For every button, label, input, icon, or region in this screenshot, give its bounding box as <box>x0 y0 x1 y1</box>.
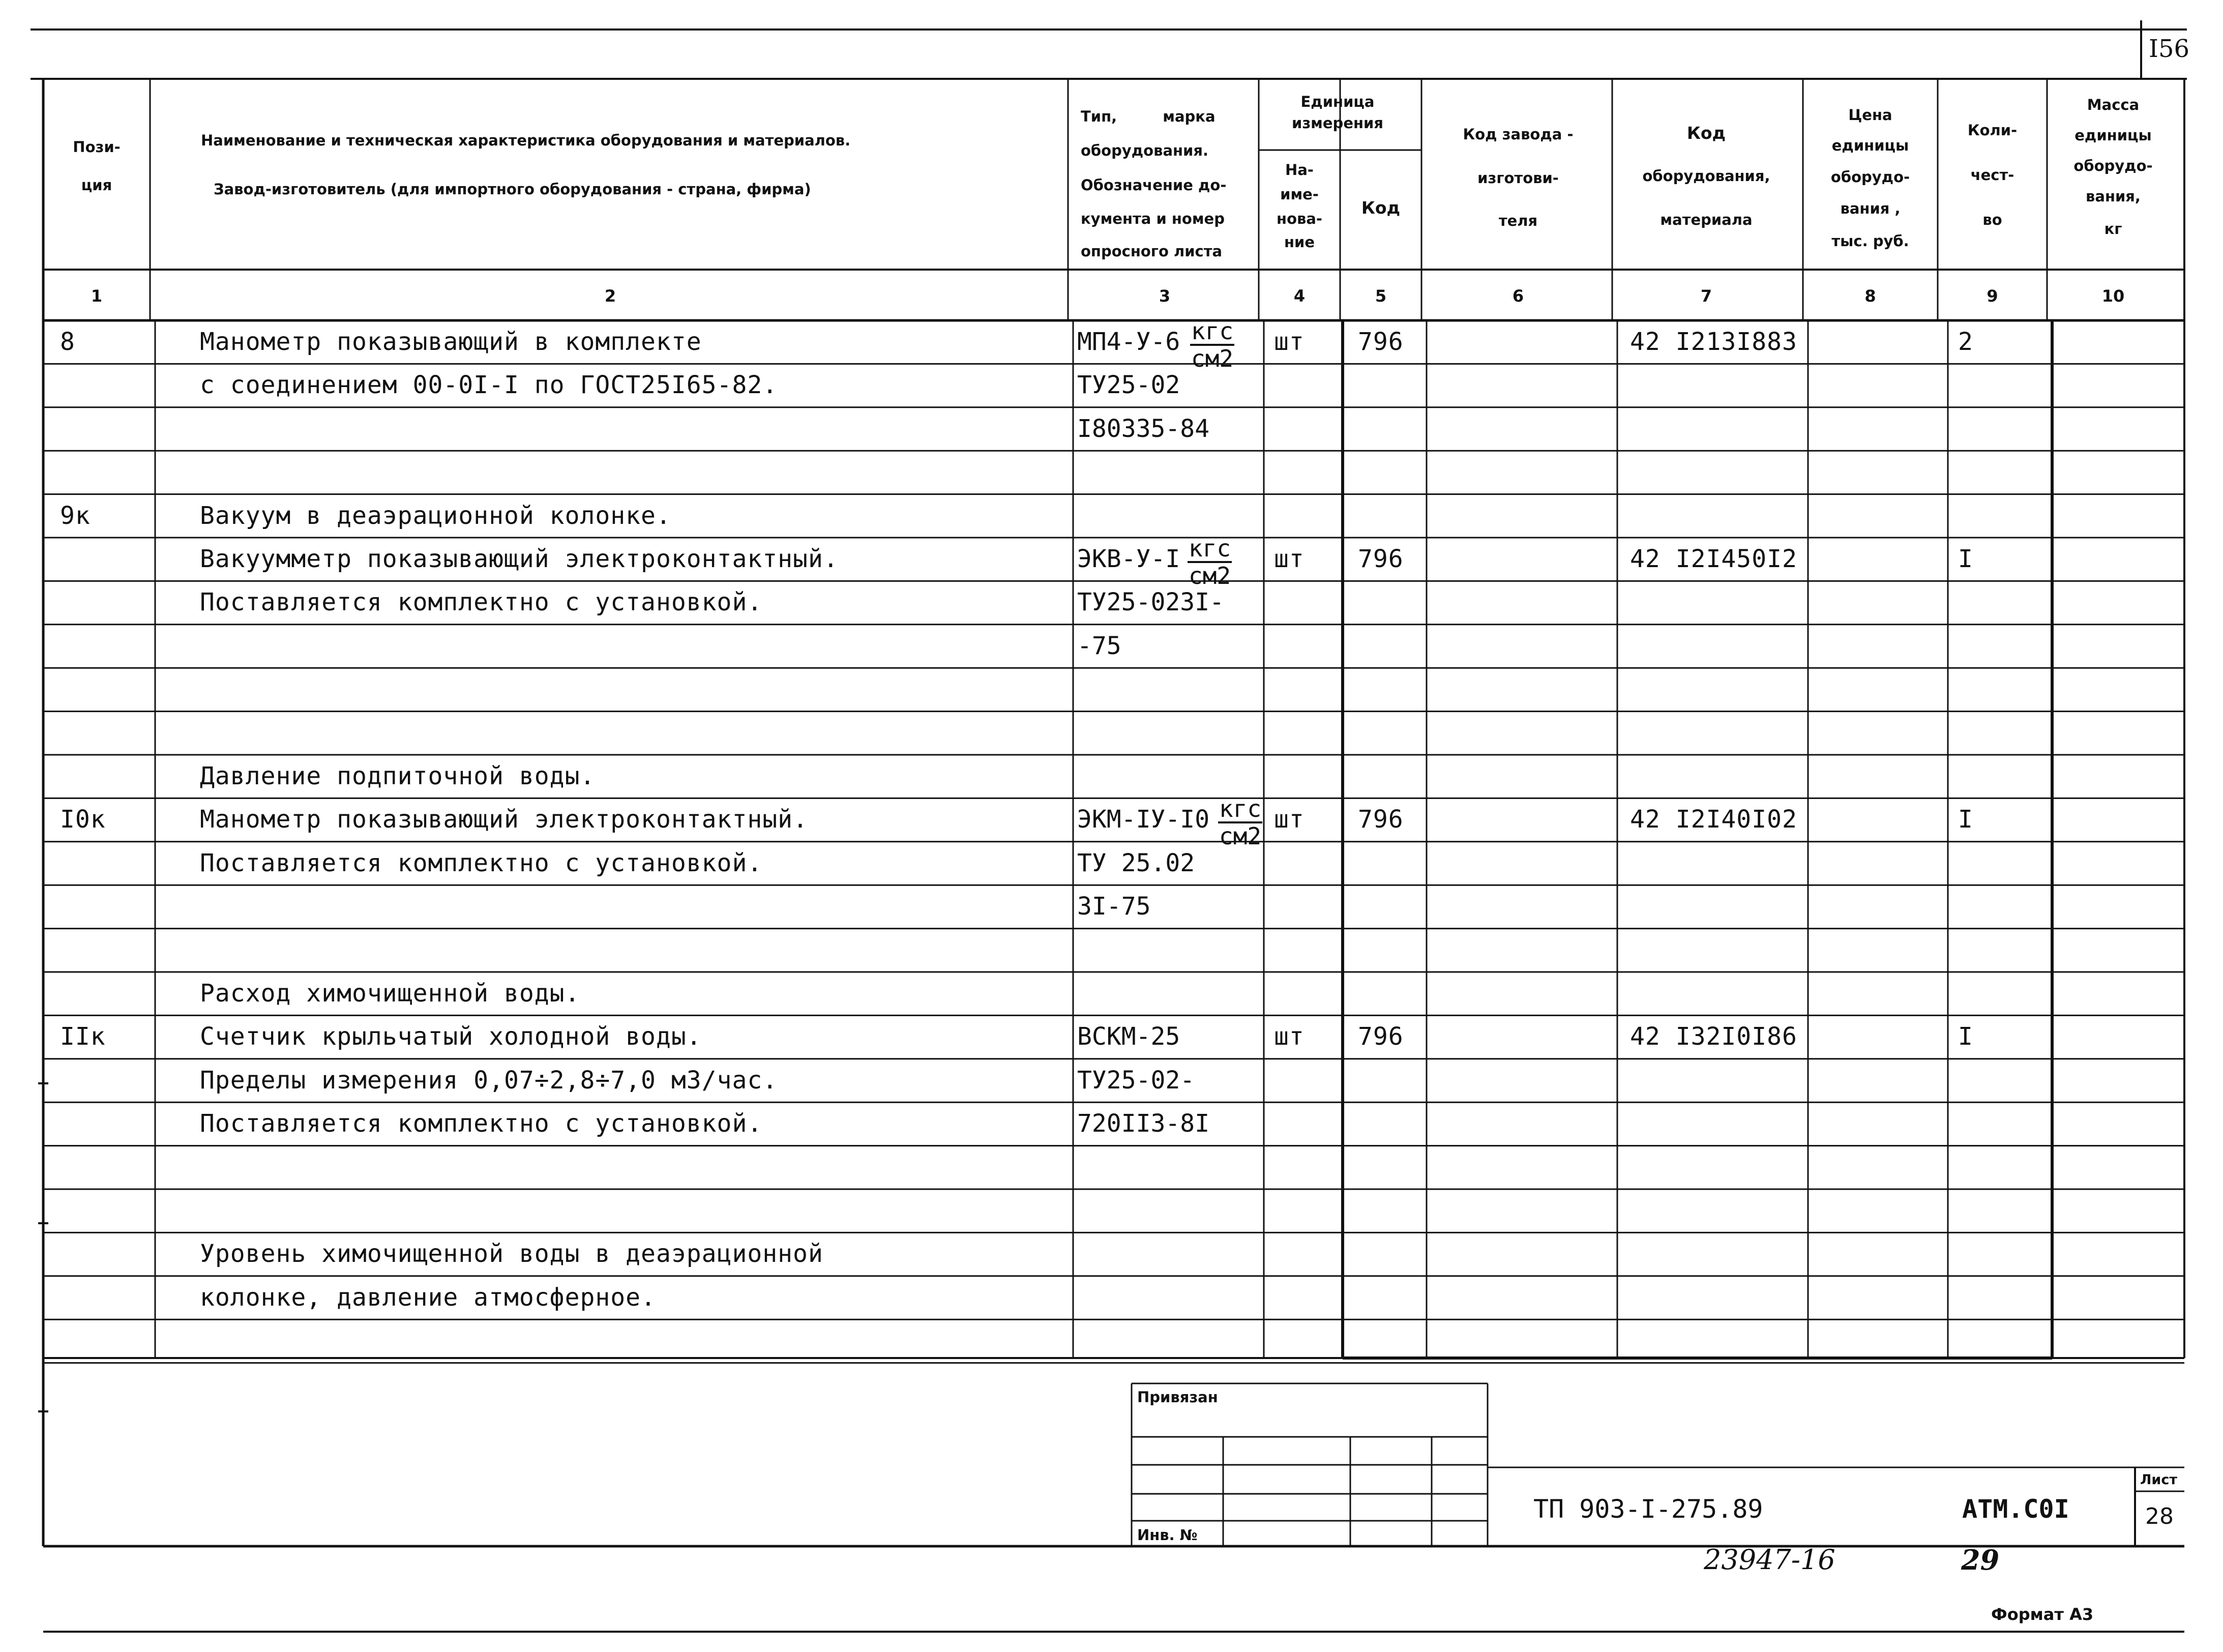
row-type: ТУ25-02- <box>1077 1066 1195 1095</box>
row-quantity: I <box>1958 1022 1973 1051</box>
row-type: ВСКМ-25 <box>1077 1022 1180 1051</box>
row-material-code: 42 I2I450I2 <box>1630 545 1797 573</box>
col-number-7: 7 <box>1700 286 1712 306</box>
row-position: 9к <box>60 501 91 530</box>
header-col3-line3: Обозначение до- <box>1081 176 1227 194</box>
header-col4-line1: На- <box>1285 161 1314 179</box>
row-material-code: 42 I213I883 <box>1630 328 1797 356</box>
row-unit-code: 796 <box>1358 805 1404 834</box>
header-unit-group-line1: Единица <box>1300 93 1375 110</box>
row-name: Манометр показывающий в комплекте <box>200 328 702 356</box>
unit-fraction <box>1218 797 1262 848</box>
stamp-inv-label: Инв. № <box>1137 1526 1198 1544</box>
col-number-3: 3 <box>1159 286 1171 306</box>
header-col4-line3: нова- <box>1277 210 1322 227</box>
row-unit-name: шт <box>1274 328 1305 356</box>
header-col5: Код <box>1361 198 1401 218</box>
row-type: 3I-75 <box>1077 892 1151 921</box>
header-col3-line1: Тип, марка <box>1081 108 1216 125</box>
row-type: ТУ 25.02 <box>1077 848 1195 877</box>
header-col9-line1: Коли- <box>1967 122 2018 139</box>
row-type: I80335-84 <box>1077 414 1210 443</box>
row-material-code: 42 I2I40I02 <box>1630 805 1797 834</box>
row-position: I0к <box>60 805 106 834</box>
col-number-4: 4 <box>1293 286 1306 306</box>
header-col8-line4: вания , <box>1840 200 1901 217</box>
row-name: колонке, давление атмосферное. <box>200 1283 656 1312</box>
row-quantity: I <box>1958 805 1973 834</box>
col-number-5: 5 <box>1375 286 1387 306</box>
header-col7-line1: Код <box>1686 123 1726 143</box>
row-type: -75 <box>1077 631 1121 660</box>
header-col8-line1: Цена <box>1848 106 1892 124</box>
header-col10-line3: оборудо- <box>2073 157 2153 174</box>
header-col3-line2: оборудования. <box>1081 142 1209 159</box>
fraction-numerator: кгс <box>1219 795 1262 823</box>
row-type: МП4-У-6 <box>1077 328 1180 356</box>
header-col2-line1: Наименование и техническая характеристика оборудования и материалов. <box>201 132 851 149</box>
header-col8-line3: оборудо- <box>1830 168 1910 186</box>
row-type: ЭКМ-IУ-I0 <box>1077 805 1210 834</box>
header-col8-line2: единицы <box>1831 137 1909 154</box>
fraction-numerator: кгс <box>1191 317 1234 345</box>
row-quantity: I <box>1958 545 1973 573</box>
handwritten-right: 29 <box>1961 1544 2000 1576</box>
row-material-code: 42 I32I0I86 <box>1630 1022 1797 1051</box>
row-unit-code: 796 <box>1358 1022 1404 1051</box>
row-unit-code: 796 <box>1358 328 1404 356</box>
header-col4-line4: ние <box>1284 233 1315 251</box>
handwritten-left: 23947-16 <box>1704 1544 1835 1576</box>
row-name: Счетчик крыльчатый холодной воды. <box>200 1022 702 1051</box>
row-name: Пределы измерения 0,07÷2,8÷7,0 м3/час. <box>200 1066 778 1095</box>
row-unit-code: 796 <box>1358 545 1404 573</box>
row-type: 720II3-8I <box>1077 1109 1210 1138</box>
row-type: ЭКВ-У-I <box>1077 545 1180 573</box>
col-number-6: 6 <box>1512 286 1524 306</box>
header-col10-line2: единицы <box>2074 127 2152 144</box>
col-number-2: 2 <box>604 286 616 306</box>
header-col1-line1: Пози- <box>73 138 121 156</box>
header-col6-line1: Код завода - <box>1463 126 1574 143</box>
stamp-bound-label: Привязан <box>1137 1389 1218 1406</box>
sheet-number: I56 <box>2149 35 2190 63</box>
row-unit-name: шт <box>1274 1022 1305 1051</box>
row-name: Уровень химочищенной воды в деаэрационной <box>200 1240 823 1268</box>
row-name: Расход химочищенной воды. <box>200 979 580 1008</box>
row-type: ТУ25-02 <box>1077 371 1180 400</box>
stamp-sheet-label: Лист <box>2140 1472 2177 1488</box>
col-number-9: 9 <box>1987 286 1998 306</box>
header-col7-line2: оборудования, <box>1642 167 1770 185</box>
header-col10-line1: Масса <box>2087 96 2140 113</box>
header-col3-line4: кумента и номер <box>1081 210 1225 227</box>
header-col9-line2: чест- <box>1970 166 2014 184</box>
row-position: 8 <box>60 328 75 356</box>
row-name: Поставляется комплектно с установкой. <box>200 848 763 877</box>
fraction-denominator: см2 <box>1219 822 1262 850</box>
row-unit-name: шт <box>1274 805 1305 834</box>
header-col1-line2: ция <box>81 176 112 194</box>
col-number-8: 8 <box>1864 286 1876 306</box>
stamp-doc-code: ТП 903-I-275.89 <box>1533 1494 1763 1524</box>
fraction-numerator: кгс <box>1189 535 1231 562</box>
unit-fraction <box>1188 537 1232 587</box>
header-col3-line5: опросного листа <box>1081 243 1223 260</box>
col-number-10: 10 <box>2101 286 2125 306</box>
header-col8-line5: тыс. руб. <box>1831 232 1909 250</box>
header-col9-line3: во <box>1982 211 2002 228</box>
header-col6-line2: изготови- <box>1477 169 1559 187</box>
row-type: ТУ25-023I- <box>1077 588 1224 617</box>
stamp-mark: АТМ.С0I <box>1962 1494 2069 1524</box>
header-unit-group-line2: измерения <box>1292 114 1383 132</box>
row-name: Поставляется комплектно с установкой. <box>200 1109 763 1138</box>
row-quantity: 2 <box>1958 328 1973 356</box>
header-col10-line4: вания, <box>2086 188 2141 205</box>
row-unit-name: шт <box>1274 545 1305 573</box>
format-label: Формат А3 <box>1991 1605 2094 1624</box>
header-col2-line2: Завод-изготовитель (для импортного оборудования - страна, фирма) <box>214 181 811 198</box>
stamp-sheet-number: 28 <box>2145 1503 2174 1529</box>
row-name: Манометр показывающий электроконтактный. <box>200 805 808 834</box>
fraction-denominator: см2 <box>1189 562 1231 589</box>
col-number-1: 1 <box>91 286 103 306</box>
unit-fraction <box>1190 319 1234 370</box>
row-position: IIк <box>60 1022 106 1051</box>
row-name: с соединением 00-0I-I по ГОСТ25I65-82. <box>200 371 778 400</box>
header-col4-line2: име- <box>1280 186 1319 203</box>
header-col10-line5: кг <box>2104 220 2122 238</box>
header-col6-line3: теля <box>1498 212 1538 229</box>
row-name: Вакуум в деаэрационной колонке. <box>200 501 671 530</box>
row-name: Вакуумметр показывающий электроконтактный. <box>200 545 839 573</box>
header-col7-line3: материала <box>1660 211 1753 228</box>
row-name: Поставляется комплектно с установкой. <box>200 588 763 617</box>
row-name: Давление подпиточной воды. <box>200 762 596 790</box>
fraction-denominator: см2 <box>1191 345 1234 372</box>
